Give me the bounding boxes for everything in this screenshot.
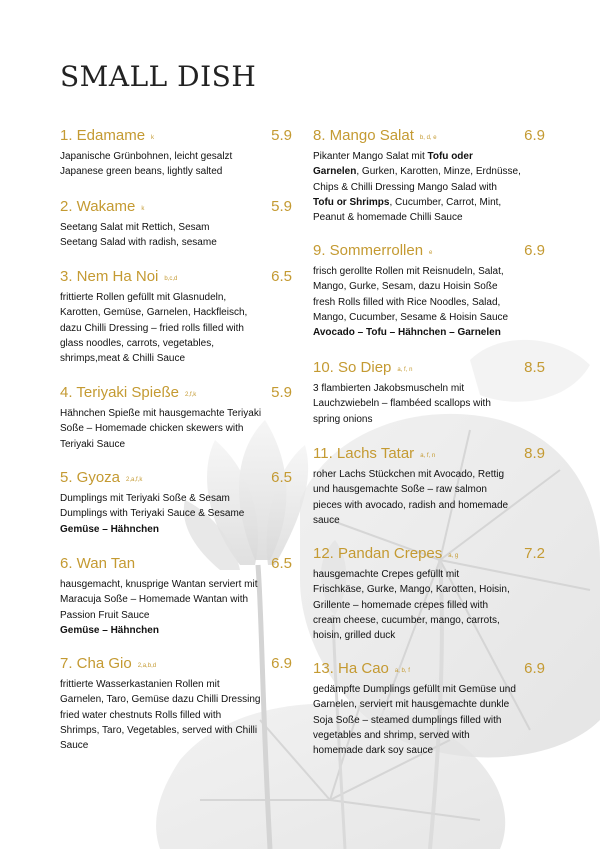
menu-item-description (313, 149, 545, 225)
description-line: glass noodles, carrots, vegetables, (60, 337, 214, 349)
description-line: Lauchzwiebeln – flambéed scallops with (313, 398, 491, 410)
description-line (313, 164, 545, 179)
description-text: Chips & Chilli Dressing Mango Salad with (313, 181, 497, 193)
menu-item-price: 6.9 (524, 127, 545, 144)
menu-item-price: 8.9 (524, 445, 545, 462)
description-line: Japanese green beans, lightly salted (60, 166, 223, 178)
menu-item-description (60, 149, 292, 180)
menu-item-description (313, 682, 545, 758)
description-line: shrimps,meat & Chilli Sauce (60, 353, 186, 365)
menu-item-description (313, 381, 545, 427)
menu-item (313, 242, 545, 340)
description-line: Mango, Gurke, Sesam, dazu Hoisin Soße (313, 281, 498, 293)
menu-item-allergens: e (429, 250, 433, 256)
menu-item-name: 2. Wakame (60, 198, 136, 215)
menu-item-description (60, 290, 292, 366)
description-line: pieces with avocado, radish and homemade (313, 499, 509, 511)
description-line: vegetables and shrimp, served with (313, 729, 470, 741)
menu-item-options (313, 325, 545, 340)
menu-item-name: 3. Nem Ha Noi (60, 268, 159, 285)
description-line: hoisin, grilled duck (313, 630, 396, 642)
description-line: spring onions (313, 413, 373, 425)
description-line: Shrimps, Taro, Vegetables, served with Chilli (60, 724, 258, 736)
description-line: Garnelen, serviert mit hausgemachte dunkle (313, 699, 510, 711)
menu-item-options (60, 522, 292, 537)
description-line: Grillente – homemade crepes filled with (313, 599, 489, 611)
menu-item-description (313, 567, 545, 643)
description-line: Mango, Cucumber, Sesame & Hoisin Sauce (313, 311, 509, 323)
description-text: , Cucumber, Carrot, Mint, (389, 196, 502, 208)
menu-item-name: 9. Sommerrollen (313, 242, 424, 259)
options-text: Avocado – Tofu – Hähnchen – Garnelen (313, 327, 501, 339)
menu-item-header (313, 242, 545, 264)
description-line: Teriyaki Sauce (60, 438, 126, 450)
description-line: Seetang Salat mit Rettich, Sesam (60, 222, 210, 233)
menu-item-description (60, 577, 292, 638)
description-text: Pikanter Mango Salat mit (313, 151, 428, 162)
description-line: fried water chestnuts Rolls filled with (60, 709, 222, 721)
description-line: und hausgemachte Soße – raw salmon (313, 484, 487, 496)
menu-item-name: 5. Gyoza (60, 469, 121, 486)
description-line: sauce (313, 514, 340, 526)
description-line: Karotten, Gemüse, Garnelen, Hackfleisch, (60, 307, 248, 319)
description-line: cream cheese, cucumber, mango, carrots, (313, 614, 500, 626)
description-line (313, 210, 545, 225)
description-line: Passion Fruit Sauce (60, 609, 150, 621)
description-line: Hähnchen Spieße mit hausgemachte Teriyaki (60, 408, 262, 419)
menu-item (313, 660, 545, 758)
description-line (313, 195, 545, 210)
menu-item-name: 7. Cha Gio (60, 655, 132, 672)
menu-item-price: 5.9 (271, 127, 292, 144)
menu-item (60, 198, 292, 251)
menu-item-header (60, 555, 292, 577)
description-line: Dumplings with Teriyaki Sauce & Sesame (60, 508, 245, 520)
menu-item-options (60, 623, 292, 638)
description-line (313, 180, 545, 195)
menu-item (60, 268, 292, 366)
menu-item-header (313, 545, 545, 567)
description-text: , Gurken, Karotten, Minze, Erdnüsse, (356, 166, 521, 178)
menu-item-price: 5.9 (271, 198, 292, 215)
description-line: Soße – Homemade chicken skewers with (60, 423, 244, 435)
menu-item-allergens: b,c,d (164, 276, 178, 282)
description-line: Seetang Salad with radish, sesame (60, 237, 217, 249)
menu-item-price: 6.5 (271, 555, 292, 572)
description-highlight: Garnelen (313, 166, 357, 178)
description-line: frittierte Rollen gefüllt mit Glasnudeln, (60, 292, 227, 303)
description-line: fresh Rolls filled with Rice Noodles, Salad, (313, 296, 501, 308)
menu-item-name: 8. Mango Salat (313, 127, 414, 144)
menu-item-allergens: 2,a,b,d (137, 663, 157, 669)
menu-item-allergens: k (141, 206, 145, 212)
description-line: Maracuja Soße – Homemade Wantan with (60, 594, 249, 606)
description-highlight: Tofu oder (427, 151, 473, 162)
menu-item-header (60, 469, 292, 491)
menu-item-description (60, 677, 292, 753)
menu-item-header (313, 127, 545, 149)
menu-item-header (60, 268, 292, 290)
menu-item (313, 127, 545, 225)
menu-item (60, 127, 292, 180)
menu-item-header (60, 655, 292, 677)
menu-item-header (313, 359, 545, 381)
menu-item-allergens: b, d, e (419, 135, 437, 141)
menu-item-description (60, 406, 292, 452)
description-line: 3 flambierten Jakobsmuscheln mit (313, 383, 465, 394)
menu-item (60, 555, 292, 638)
menu-item-allergens: 2,f,k (184, 392, 197, 398)
menu-item (313, 545, 545, 643)
menu-item-header (60, 384, 292, 406)
menu-item-name: 13. Ha Cao (313, 660, 389, 677)
description-line: frisch gerollte Rollen mit Reisnudeln, Salat, (313, 266, 504, 277)
menu-item-name: 12. Pandan Crepes (313, 545, 443, 562)
description-line: Dumplings mit Teriyaki Soße & Sesam (60, 493, 230, 504)
description-line: homemade dark soy sauce (313, 745, 434, 757)
options-text: Gemüse – Hähnchen (60, 624, 159, 636)
menu-item (60, 384, 292, 452)
menu-item (60, 655, 292, 753)
menu-item-allergens: k (151, 135, 155, 141)
description-line: Frischkäse, Gurke, Mango, Karotten, Hoisin, (313, 584, 510, 596)
menu-item-allergens: a, g (448, 553, 459, 559)
menu-item-header (313, 660, 545, 682)
description-text: Peanut & homemade Chilli Sauce (313, 212, 463, 224)
menu-item (313, 359, 545, 427)
description-line: Sauce (60, 740, 89, 752)
menu-item-description (60, 220, 292, 251)
description-line: hausgemacht, knusprige Wantan serviert mit (60, 579, 258, 590)
menu-item-name: 4. Teriyaki Spieße (60, 384, 179, 401)
menu-item-price: 6.5 (271, 469, 292, 486)
description-highlight: Tofu or Shrimps (313, 196, 390, 208)
menu-item-allergens: a, f, n (397, 367, 413, 373)
menu-item-price: 8.5 (524, 359, 545, 376)
description-line: hausgemachte Crepes gefüllt mit (313, 569, 460, 580)
menu-item-description (313, 264, 545, 340)
menu-item-price: 5.9 (271, 384, 292, 401)
menu-item-price: 6.5 (271, 268, 292, 285)
description-line: Japanische Grünbohnen, leicht gesalzt (60, 151, 233, 162)
menu-item-header (60, 127, 292, 149)
menu-item-name: 10. So Diep (313, 359, 392, 376)
menu-item (313, 445, 545, 528)
menu-item-name: 1. Edamame (60, 127, 146, 144)
menu-item-price: 6.9 (524, 242, 545, 259)
menu-item-allergens: 2,a,f,k (126, 477, 143, 483)
description-line: Soja Soße – steamed dumplings filled with (313, 714, 502, 726)
options-text: Gemüse – Hähnchen (60, 523, 159, 535)
description-line: gedämpfte Dumplings gefüllt mit Gemüse und (313, 684, 516, 695)
menu-item-price: 6.9 (271, 655, 292, 672)
menu-item-name: 11. Lachs Tatar (313, 445, 415, 462)
description-line: frittierte Wasserkastanien Rollen mit (60, 679, 220, 690)
description-line: dazu Chilli Dressing – fried rolls filled with (60, 322, 244, 334)
menu-item-price: 7.2 (524, 545, 545, 562)
description-line: Garnelen, Taro, Gemüse dazu Chilli Dressing (60, 694, 261, 706)
menu-item-header (60, 198, 292, 220)
menu-item-header (313, 445, 545, 467)
menu-item-price: 6.9 (524, 660, 545, 677)
menu-item-allergens: a, b, f (394, 668, 410, 674)
menu-item-description (60, 491, 292, 537)
page-title: SMALL DISH (60, 60, 257, 93)
menu-item (60, 469, 292, 537)
menu-item-description (313, 467, 545, 528)
description-line (313, 149, 545, 164)
menu-item-name: 6. Wan Tan (60, 555, 136, 572)
description-line: roher Lachs Stückchen mit Avocado, Rettig (313, 469, 505, 480)
menu-item-allergens: a, f, n (420, 453, 436, 459)
